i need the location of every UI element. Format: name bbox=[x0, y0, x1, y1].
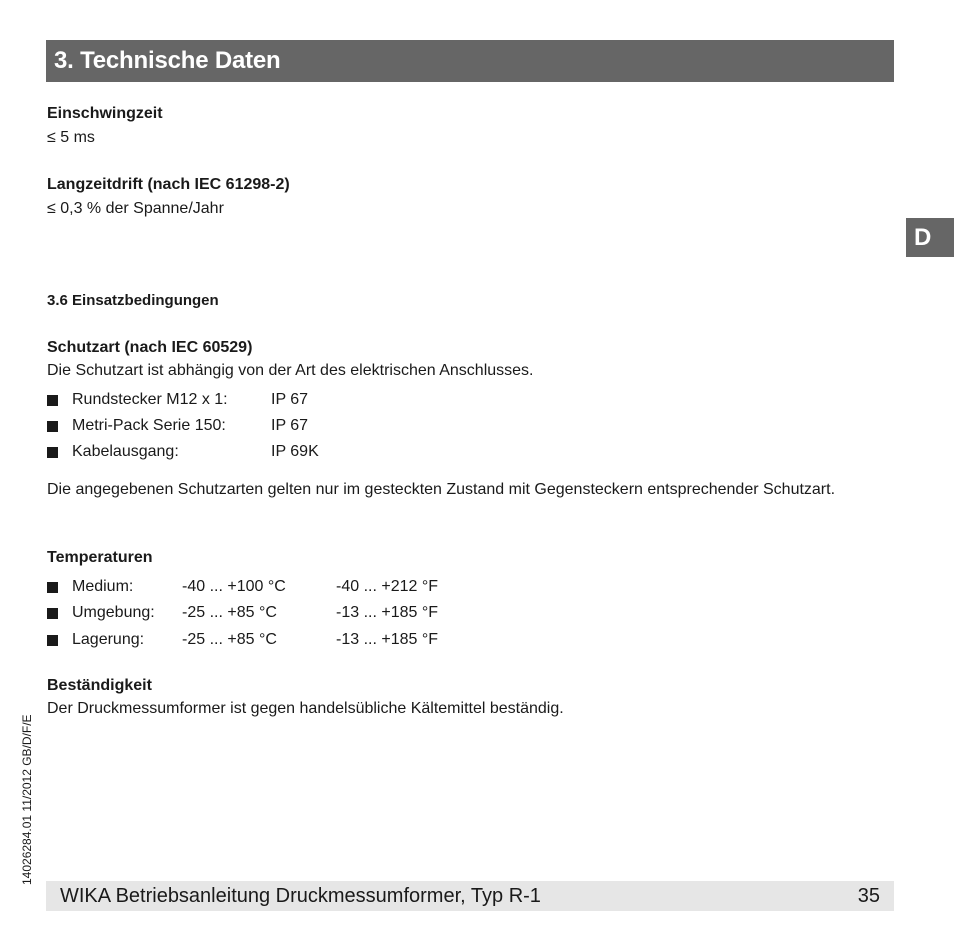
square-bullet-icon bbox=[47, 395, 58, 406]
square-bullet-icon bbox=[47, 635, 58, 646]
footer-bar bbox=[46, 881, 894, 911]
subsection-heading: 3.6 Einsatzbedingungen bbox=[47, 292, 219, 309]
document-code: 14026284.01 11/2012 GB/D/F/E bbox=[20, 714, 34, 885]
square-bullet-icon bbox=[47, 582, 58, 593]
temperature-celsius: -25 ... +85 °C bbox=[182, 604, 277, 621]
temperature-fahrenheit: -40 ... +212 °F bbox=[336, 578, 439, 595]
temperaturen-heading: Temperaturen bbox=[47, 549, 153, 566]
schutzart-intro: Die Schutzart ist abhängig von der Art des elektrischen Anschlusses. bbox=[47, 362, 534, 379]
square-bullet-icon bbox=[47, 421, 58, 432]
square-bullet-icon bbox=[47, 608, 58, 619]
langzeitdrift-value: ≤ 0,3 % der Spanne/Jahr bbox=[47, 200, 224, 217]
temperature-celsius: -25 ... +85 °C bbox=[182, 631, 277, 648]
langzeitdrift-heading: Langzeitdrift (nach IEC 61298-2) bbox=[47, 176, 290, 193]
bestaendigkeit-text: Der Druckmessumformer ist gegen handelsübliche Kältemittel beständig. bbox=[47, 700, 564, 717]
schutzart-item-label: Kabelausgang: bbox=[72, 443, 179, 460]
einschwingzeit-heading: Einschwingzeit bbox=[47, 105, 163, 122]
temperature-label: Medium: bbox=[72, 578, 134, 595]
bestaendigkeit-heading: Beständigkeit bbox=[47, 677, 152, 694]
temperature-fahrenheit: -13 ... +185 °F bbox=[336, 604, 439, 621]
section-header-bar bbox=[46, 40, 894, 82]
temperature-label: Lagerung: bbox=[72, 631, 145, 648]
section-title: 3. Technische Daten bbox=[54, 47, 281, 74]
schutzart-heading: Schutzart (nach IEC 60529) bbox=[47, 339, 253, 356]
language-tab bbox=[906, 218, 954, 257]
temperature-label: Umgebung: bbox=[72, 604, 155, 621]
schutzart-item-value: IP 67 bbox=[271, 417, 309, 434]
schutzart-item-label: Metri-Pack Serie 150: bbox=[72, 417, 226, 434]
schutzart-item-label: Rundstecker M12 x 1: bbox=[72, 391, 228, 408]
language-tab-label: D bbox=[914, 224, 932, 251]
temperature-celsius: -40 ... +100 °C bbox=[182, 578, 286, 595]
schutzart-item-value: IP 67 bbox=[271, 391, 309, 408]
page-number: 35 bbox=[857, 885, 880, 907]
einschwingzeit-value: ≤ 5 ms bbox=[47, 129, 95, 146]
schutzart-note: Die angegebenen Schutzarten gelten nur im gesteckten Zustand mit Gegensteckern entsprechender Schutzart. bbox=[47, 481, 836, 498]
schutzart-item-value: IP 69K bbox=[271, 443, 319, 460]
temperature-fahrenheit: -13 ... +185 °F bbox=[336, 631, 439, 648]
square-bullet-icon bbox=[47, 447, 58, 458]
footer-title: WIKA Betriebsanleitung Druckmessumformer, Typ R-1 bbox=[60, 885, 541, 907]
